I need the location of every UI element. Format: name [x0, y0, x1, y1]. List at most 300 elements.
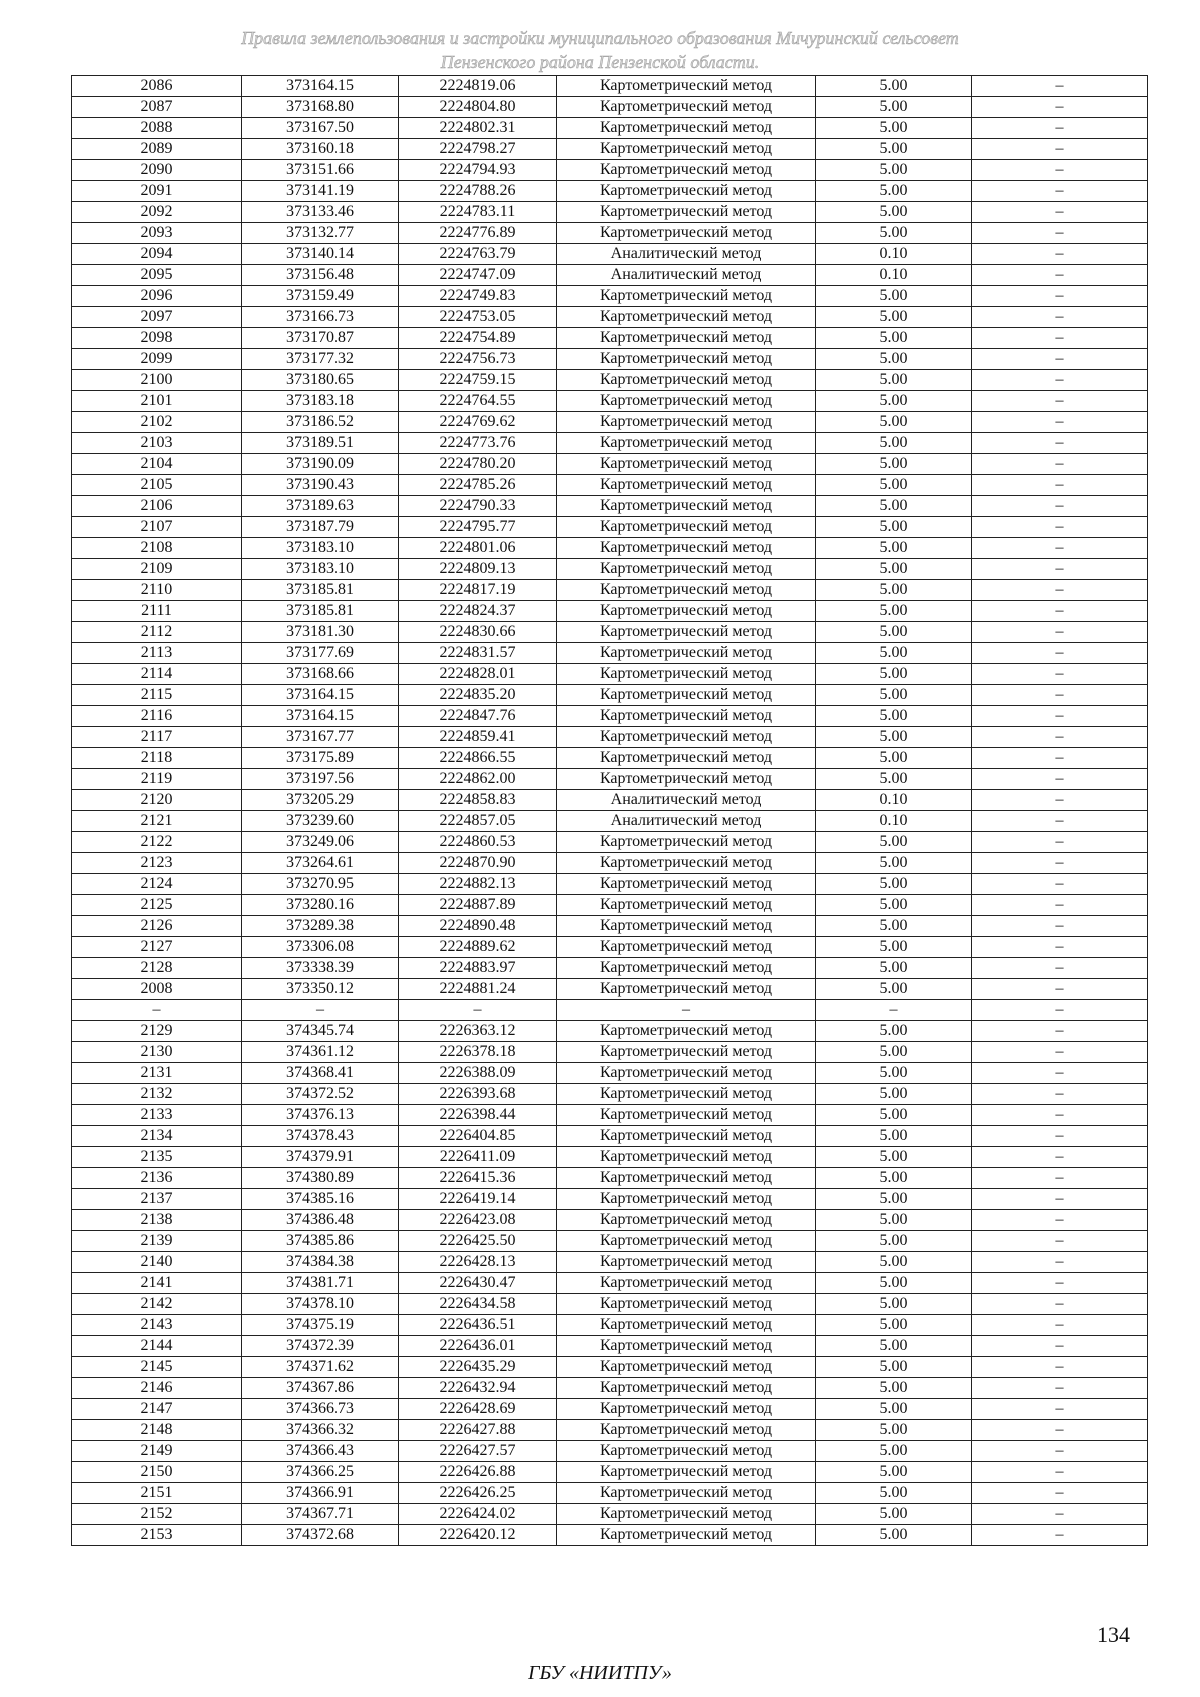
accuracy-cell: 5.00 — [816, 1378, 972, 1399]
table-row — [72, 160, 1148, 181]
y-coordinate-cell: 2226428.13 — [399, 1252, 557, 1273]
accuracy-cell: 0.10 — [816, 790, 972, 811]
method-cell: Картометрический метод — [557, 748, 816, 769]
y-coordinate-cell: – — [399, 1000, 557, 1021]
point-number-cell: 2134 — [72, 1126, 242, 1147]
method-cell: Картометрический метод — [557, 286, 816, 307]
note-cell: – — [972, 223, 1148, 244]
y-coordinate-cell: 2224831.57 — [399, 643, 557, 664]
x-coordinate-cell: 373181.30 — [242, 622, 399, 643]
point-number-cell: 2140 — [72, 1252, 242, 1273]
point-number-cell: 2148 — [72, 1420, 242, 1441]
accuracy-cell: 5.00 — [816, 1336, 972, 1357]
method-cell: Картометрический метод — [557, 1420, 816, 1441]
x-coordinate-cell: 373164.15 — [242, 706, 399, 727]
accuracy-cell: 5.00 — [816, 832, 972, 853]
table-row — [72, 1483, 1148, 1504]
table-row — [72, 517, 1148, 538]
accuracy-cell: 0.10 — [816, 244, 972, 265]
table-row — [72, 1336, 1148, 1357]
point-number-cell: 2086 — [72, 76, 242, 97]
x-coordinate-cell: 374361.12 — [242, 1042, 399, 1063]
x-coordinate-cell: 374379.91 — [242, 1147, 399, 1168]
method-cell: Картометрический метод — [557, 1189, 816, 1210]
point-number-cell: – — [72, 1000, 242, 1021]
y-coordinate-cell: 2226434.58 — [399, 1294, 557, 1315]
method-cell: Картометрический метод — [557, 1315, 816, 1336]
accuracy-cell: 5.00 — [816, 727, 972, 748]
point-number-cell: 2136 — [72, 1168, 242, 1189]
table-row — [72, 727, 1148, 748]
point-number-cell: 2128 — [72, 958, 242, 979]
table-row — [72, 1378, 1148, 1399]
method-cell: Картометрический метод — [557, 328, 816, 349]
note-cell: – — [972, 1084, 1148, 1105]
point-number-cell: 2093 — [72, 223, 242, 244]
table-row — [72, 1294, 1148, 1315]
x-coordinate-cell: 374381.71 — [242, 1273, 399, 1294]
point-number-cell: 2146 — [72, 1378, 242, 1399]
accuracy-cell: 5.00 — [816, 1147, 972, 1168]
point-number-cell: 2099 — [72, 349, 242, 370]
accuracy-cell: 5.00 — [816, 454, 972, 475]
accuracy-cell: 5.00 — [816, 1462, 972, 1483]
y-coordinate-cell: 2224790.33 — [399, 496, 557, 517]
point-number-cell: 2113 — [72, 643, 242, 664]
point-number-cell: 2103 — [72, 433, 242, 454]
note-cell: – — [972, 622, 1148, 643]
table-row — [72, 475, 1148, 496]
accuracy-cell: 5.00 — [816, 1483, 972, 1504]
method-cell: Аналитический метод — [557, 265, 816, 286]
table-row — [72, 286, 1148, 307]
table-row — [72, 349, 1148, 370]
accuracy-cell: 5.00 — [816, 601, 972, 622]
y-coordinate-cell: 2226393.68 — [399, 1084, 557, 1105]
y-coordinate-cell: 2224870.90 — [399, 853, 557, 874]
x-coordinate-cell: 374368.41 — [242, 1063, 399, 1084]
table-row — [72, 601, 1148, 622]
method-cell: Картометрический метод — [557, 1441, 816, 1462]
method-cell: Картометрический метод — [557, 1231, 816, 1252]
note-cell: – — [972, 664, 1148, 685]
method-cell: Картометрический метод — [557, 937, 816, 958]
method-cell: Картометрический метод — [557, 601, 816, 622]
table-row — [72, 181, 1148, 202]
note-cell: – — [972, 685, 1148, 706]
method-cell: Аналитический метод — [557, 790, 816, 811]
table-row — [72, 328, 1148, 349]
method-cell: Картометрический метод — [557, 181, 816, 202]
y-coordinate-cell: 2226436.01 — [399, 1336, 557, 1357]
method-cell: Картометрический метод — [557, 139, 816, 160]
point-number-cell: 2125 — [72, 895, 242, 916]
note-cell: – — [972, 1042, 1148, 1063]
x-coordinate-cell: 374378.43 — [242, 1126, 399, 1147]
y-coordinate-cell: 2224769.62 — [399, 412, 557, 433]
accuracy-cell: 5.00 — [816, 937, 972, 958]
method-cell: Картометрический метод — [557, 979, 816, 1000]
point-number-cell: 2114 — [72, 664, 242, 685]
x-coordinate-cell: 373183.10 — [242, 559, 399, 580]
point-number-cell: 2129 — [72, 1021, 242, 1042]
table-row — [72, 580, 1148, 601]
table-row — [72, 1042, 1148, 1063]
accuracy-cell: 5.00 — [816, 664, 972, 685]
x-coordinate-cell: 374378.10 — [242, 1294, 399, 1315]
method-cell: Картометрический метод — [557, 1357, 816, 1378]
header-line-1: Правила землепользования и застройки муниципального образования Мичуринский сельсовет — [241, 28, 959, 48]
table-row — [72, 874, 1148, 895]
y-coordinate-cell: 2226430.47 — [399, 1273, 557, 1294]
x-coordinate-cell: 374384.38 — [242, 1252, 399, 1273]
point-number-cell: 2089 — [72, 139, 242, 160]
point-number-cell: 2111 — [72, 601, 242, 622]
table-row — [72, 916, 1148, 937]
accuracy-cell: 5.00 — [816, 1021, 972, 1042]
method-cell: Картометрический метод — [557, 685, 816, 706]
x-coordinate-cell: 373197.56 — [242, 769, 399, 790]
table-row — [72, 76, 1148, 97]
x-coordinate-cell: 373133.46 — [242, 202, 399, 223]
x-coordinate-cell: 374385.16 — [242, 1189, 399, 1210]
accuracy-cell: 5.00 — [816, 622, 972, 643]
y-coordinate-cell: 2224773.76 — [399, 433, 557, 454]
table-row — [72, 496, 1148, 517]
document-footer: ГБУ «НИИТПУ» — [528, 1662, 672, 1684]
x-coordinate-cell: 373239.60 — [242, 811, 399, 832]
y-coordinate-cell: 2226432.94 — [399, 1378, 557, 1399]
accuracy-cell: 5.00 — [816, 1294, 972, 1315]
x-coordinate-cell: 374375.19 — [242, 1315, 399, 1336]
accuracy-cell: 5.00 — [816, 1420, 972, 1441]
method-cell: Картометрический метод — [557, 1084, 816, 1105]
accuracy-cell: 5.00 — [816, 1063, 972, 1084]
table-row — [72, 1441, 1148, 1462]
table-row — [72, 643, 1148, 664]
y-coordinate-cell: 2226411.09 — [399, 1147, 557, 1168]
point-number-cell: 2145 — [72, 1357, 242, 1378]
method-cell: Картометрический метод — [557, 1042, 816, 1063]
table-row — [72, 937, 1148, 958]
x-coordinate-cell: 373166.73 — [242, 307, 399, 328]
accuracy-cell: 5.00 — [816, 1042, 972, 1063]
y-coordinate-cell: 2224828.01 — [399, 664, 557, 685]
table-row — [72, 979, 1148, 1000]
method-cell: Картометрический метод — [557, 1294, 816, 1315]
accuracy-cell: 5.00 — [816, 1504, 972, 1525]
point-number-cell: 2102 — [72, 412, 242, 433]
y-coordinate-cell: 2224753.05 — [399, 307, 557, 328]
x-coordinate-cell: 374366.73 — [242, 1399, 399, 1420]
y-coordinate-cell: 2224795.77 — [399, 517, 557, 538]
x-coordinate-cell: 374372.52 — [242, 1084, 399, 1105]
y-coordinate-cell: 2226420.12 — [399, 1525, 557, 1546]
x-coordinate-cell: 373168.66 — [242, 664, 399, 685]
method-cell: Картометрический метод — [557, 202, 816, 223]
table-row — [72, 1063, 1148, 1084]
note-cell: – — [972, 727, 1148, 748]
method-cell: Картометрический метод — [557, 1105, 816, 1126]
note-cell: – — [972, 1000, 1148, 1021]
accuracy-cell: – — [816, 1000, 972, 1021]
table-row — [72, 853, 1148, 874]
method-cell: Картометрический метод — [557, 517, 816, 538]
note-cell: – — [972, 118, 1148, 139]
point-number-cell: 2132 — [72, 1084, 242, 1105]
header-line-2: Пензенского района Пензенской области. — [440, 52, 760, 72]
point-number-cell: 2149 — [72, 1441, 242, 1462]
x-coordinate-cell: 373164.15 — [242, 685, 399, 706]
note-cell: – — [972, 937, 1148, 958]
note-cell: – — [972, 1462, 1148, 1483]
accuracy-cell: 5.00 — [816, 979, 972, 1000]
accuracy-cell: 5.00 — [816, 433, 972, 454]
method-cell: Картометрический метод — [557, 1525, 816, 1546]
table-row — [72, 664, 1148, 685]
note-cell: – — [972, 1273, 1148, 1294]
table-row — [72, 1462, 1148, 1483]
method-cell: Картометрический метод — [557, 1021, 816, 1042]
accuracy-cell: 5.00 — [816, 412, 972, 433]
table-row — [72, 202, 1148, 223]
accuracy-cell: 5.00 — [816, 1357, 972, 1378]
method-cell: Картометрический метод — [557, 412, 816, 433]
note-cell: – — [972, 538, 1148, 559]
accuracy-cell: 5.00 — [816, 685, 972, 706]
method-cell: Картометрический метод — [557, 1462, 816, 1483]
point-number-cell: 2088 — [72, 118, 242, 139]
accuracy-cell: 5.00 — [816, 328, 972, 349]
note-cell: – — [972, 1021, 1148, 1042]
note-cell: – — [972, 832, 1148, 853]
document-header — [0, 26, 1200, 74]
accuracy-cell: 5.00 — [816, 1105, 972, 1126]
method-cell: Картометрический метод — [557, 1168, 816, 1189]
table-row — [72, 895, 1148, 916]
x-coordinate-cell: 374366.25 — [242, 1462, 399, 1483]
note-cell: – — [972, 1504, 1148, 1525]
y-coordinate-cell: 2224804.80 — [399, 97, 557, 118]
table-row — [72, 1126, 1148, 1147]
method-cell: Картометрический метод — [557, 706, 816, 727]
y-coordinate-cell: 2226428.69 — [399, 1399, 557, 1420]
accuracy-cell: 5.00 — [816, 118, 972, 139]
method-cell: – — [557, 1000, 816, 1021]
note-cell: – — [972, 706, 1148, 727]
point-number-cell: 2143 — [72, 1315, 242, 1336]
note-cell: – — [972, 475, 1148, 496]
x-coordinate-cell: 373338.39 — [242, 958, 399, 979]
x-coordinate-cell: 373177.32 — [242, 349, 399, 370]
x-coordinate-cell: 373190.43 — [242, 475, 399, 496]
table-row — [72, 1504, 1148, 1525]
table-row — [72, 1273, 1148, 1294]
y-coordinate-cell: 2226427.88 — [399, 1420, 557, 1441]
method-cell: Картометрический метод — [557, 391, 816, 412]
table-row — [72, 97, 1148, 118]
accuracy-cell: 5.00 — [816, 1525, 972, 1546]
method-cell: Картометрический метод — [557, 433, 816, 454]
y-coordinate-cell: 2226426.88 — [399, 1462, 557, 1483]
note-cell: – — [972, 1420, 1148, 1441]
method-cell: Картометрический метод — [557, 874, 816, 895]
y-coordinate-cell: 2224809.13 — [399, 559, 557, 580]
x-coordinate-cell: 373187.79 — [242, 517, 399, 538]
accuracy-cell: 5.00 — [816, 139, 972, 160]
method-cell: Картометрический метод — [557, 727, 816, 748]
point-number-cell: 2105 — [72, 475, 242, 496]
x-coordinate-cell: 373189.51 — [242, 433, 399, 454]
point-number-cell: 2135 — [72, 1147, 242, 1168]
accuracy-cell: 5.00 — [816, 769, 972, 790]
accuracy-cell: 5.00 — [816, 895, 972, 916]
table-row — [72, 1000, 1148, 1021]
note-cell: – — [972, 433, 1148, 454]
note-cell: – — [972, 769, 1148, 790]
point-number-cell: 2112 — [72, 622, 242, 643]
y-coordinate-cell: 2224847.76 — [399, 706, 557, 727]
method-cell: Картометрический метод — [557, 76, 816, 97]
accuracy-cell: 5.00 — [816, 202, 972, 223]
x-coordinate-cell: 374366.91 — [242, 1483, 399, 1504]
note-cell: – — [972, 790, 1148, 811]
point-number-cell: 2107 — [72, 517, 242, 538]
y-coordinate-cell: 2226419.14 — [399, 1189, 557, 1210]
note-cell: – — [972, 580, 1148, 601]
accuracy-cell: 5.00 — [816, 370, 972, 391]
point-number-cell: 2133 — [72, 1105, 242, 1126]
note-cell: – — [972, 328, 1148, 349]
y-coordinate-cell: 2226436.51 — [399, 1315, 557, 1336]
x-coordinate-cell: 373177.69 — [242, 643, 399, 664]
y-coordinate-cell: 2224881.24 — [399, 979, 557, 1000]
note-cell: – — [972, 853, 1148, 874]
note-cell: – — [972, 1189, 1148, 1210]
method-cell: Аналитический метод — [557, 244, 816, 265]
note-cell: – — [972, 1336, 1148, 1357]
note-cell: – — [972, 517, 1148, 538]
y-coordinate-cell: 2224802.31 — [399, 118, 557, 139]
accuracy-cell: 5.00 — [816, 160, 972, 181]
note-cell: – — [972, 601, 1148, 622]
note-cell: – — [972, 1210, 1148, 1231]
table-row — [72, 454, 1148, 475]
x-coordinate-cell: 373141.19 — [242, 181, 399, 202]
note-cell: – — [972, 1231, 1148, 1252]
table-row — [72, 832, 1148, 853]
method-cell: Картометрический метод — [557, 307, 816, 328]
x-coordinate-cell: 374367.86 — [242, 1378, 399, 1399]
table-row — [72, 139, 1148, 160]
note-cell: – — [972, 139, 1148, 160]
x-coordinate-cell: 374366.43 — [242, 1441, 399, 1462]
table-row — [72, 118, 1148, 139]
table-row — [72, 790, 1148, 811]
point-number-cell: 2139 — [72, 1231, 242, 1252]
accuracy-cell: 5.00 — [816, 307, 972, 328]
y-coordinate-cell: 2224866.55 — [399, 748, 557, 769]
method-cell: Картометрический метод — [557, 97, 816, 118]
table-row — [72, 307, 1148, 328]
y-coordinate-cell: 2224890.48 — [399, 916, 557, 937]
x-coordinate-cell: 373164.15 — [242, 76, 399, 97]
point-number-cell: 2130 — [72, 1042, 242, 1063]
note-cell: – — [972, 97, 1148, 118]
note-cell: – — [972, 895, 1148, 916]
accuracy-cell: 5.00 — [816, 181, 972, 202]
note-cell: – — [972, 1126, 1148, 1147]
table-row — [72, 958, 1148, 979]
accuracy-cell: 5.00 — [816, 349, 972, 370]
point-number-cell: 2096 — [72, 286, 242, 307]
point-number-cell: 2090 — [72, 160, 242, 181]
accuracy-cell: 5.00 — [816, 580, 972, 601]
y-coordinate-cell: 2226425.50 — [399, 1231, 557, 1252]
accuracy-cell: 5.00 — [816, 1126, 972, 1147]
accuracy-cell: 5.00 — [816, 286, 972, 307]
note-cell: – — [972, 1063, 1148, 1084]
point-number-cell: 2095 — [72, 265, 242, 286]
point-number-cell: 2104 — [72, 454, 242, 475]
x-coordinate-cell: 374345.74 — [242, 1021, 399, 1042]
accuracy-cell: 5.00 — [816, 706, 972, 727]
point-number-cell: 2142 — [72, 1294, 242, 1315]
method-cell: Картометрический метод — [557, 1063, 816, 1084]
note-cell: – — [972, 160, 1148, 181]
point-number-cell: 2100 — [72, 370, 242, 391]
point-number-cell: 2106 — [72, 496, 242, 517]
note-cell: – — [972, 307, 1148, 328]
y-coordinate-cell: 2224882.13 — [399, 874, 557, 895]
note-cell: – — [972, 559, 1148, 580]
y-coordinate-cell: 2224798.27 — [399, 139, 557, 160]
table-row — [72, 412, 1148, 433]
method-cell: Картометрический метод — [557, 622, 816, 643]
point-number-cell: 2008 — [72, 979, 242, 1000]
point-number-cell: 2115 — [72, 685, 242, 706]
note-cell: – — [972, 1483, 1148, 1504]
method-cell: Картометрический метод — [557, 1336, 816, 1357]
x-coordinate-cell: 373185.81 — [242, 580, 399, 601]
point-number-cell: 2121 — [72, 811, 242, 832]
note-cell: – — [972, 1252, 1148, 1273]
point-number-cell: 2101 — [72, 391, 242, 412]
x-coordinate-cell: 373156.48 — [242, 265, 399, 286]
accuracy-cell: 5.00 — [816, 1084, 972, 1105]
y-coordinate-cell: 2224859.41 — [399, 727, 557, 748]
point-number-cell: 2094 — [72, 244, 242, 265]
point-number-cell: 2123 — [72, 853, 242, 874]
table-row — [72, 1210, 1148, 1231]
point-number-cell: 2120 — [72, 790, 242, 811]
point-number-cell: 2151 — [72, 1483, 242, 1504]
method-cell: Картометрический метод — [557, 223, 816, 244]
accuracy-cell: 5.00 — [816, 538, 972, 559]
note-cell: – — [972, 454, 1148, 475]
note-cell: – — [972, 1168, 1148, 1189]
x-coordinate-cell: 373180.65 — [242, 370, 399, 391]
x-coordinate-cell: 374372.68 — [242, 1525, 399, 1546]
table-row — [72, 1168, 1148, 1189]
table-row — [72, 223, 1148, 244]
table-row — [72, 370, 1148, 391]
x-coordinate-cell: 373189.63 — [242, 496, 399, 517]
y-coordinate-cell: 2226363.12 — [399, 1021, 557, 1042]
x-coordinate-cell: 374366.32 — [242, 1420, 399, 1441]
point-number-cell: 2092 — [72, 202, 242, 223]
point-number-cell: 2098 — [72, 328, 242, 349]
